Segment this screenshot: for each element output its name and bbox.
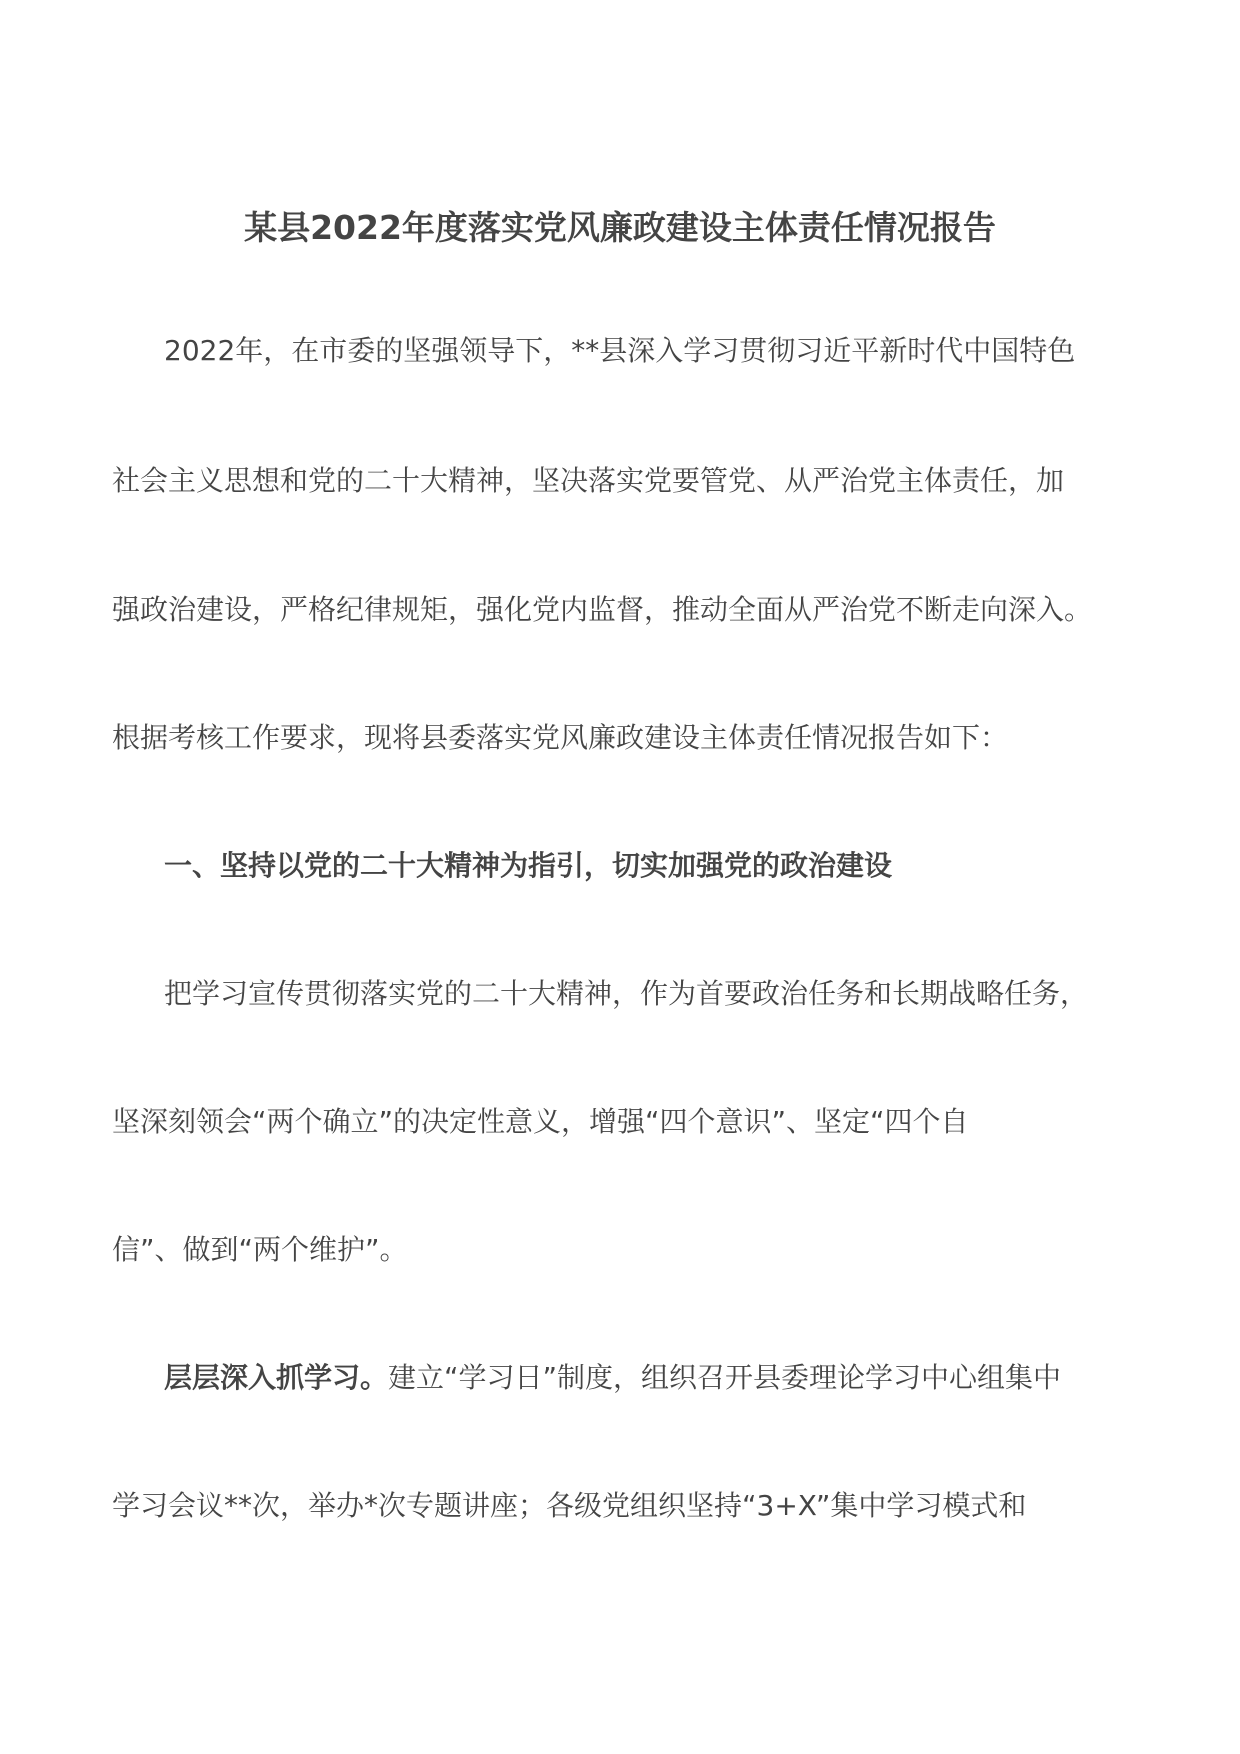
paragraph-line — [164, 1360, 1061, 1396]
paragraph-line: 学习会议**次，举办*次专题讲座；各级党组织坚持“3+X”集中学习模式和 — [112, 1489, 1027, 1522]
paragraph-line: 社会主义思想和党的二十大精神，坚决落实党要管党、从严治党主体责任，加 — [112, 464, 1065, 497]
paragraph-line: 信”、做到“两个维护”。 — [112, 1233, 408, 1266]
paragraph-line: 坚深刻领会“两个确立”的决定性意义，增强“四个意识”、坚定“四个自 — [112, 1105, 969, 1138]
paragraph-line: 2022年，在市委的坚强领导下，**县深入学习贯彻习近平新时代中国特色 — [164, 334, 1076, 367]
lead-in-text: 建立“学习日”制度，组织召开县委理论学习中心组集中 — [388, 1361, 1062, 1394]
lead-in-bold: 层层深入抓学习。 — [164, 1361, 389, 1394]
paragraph-line: 强政治建设，严格纪律规矩，强化党内监督，推动全面从严治党不断走向深入。 — [112, 593, 1093, 626]
document-title: 某县2022年度落实党风廉政建设主体责任情况报告 — [244, 208, 996, 247]
paragraph-line: 把学习宣传贯彻落实党的二十大精神，作为首要政治任务和长期战略任务， — [164, 977, 1089, 1010]
section-heading: 一、坚持以党的二十大精神为指引，切实加强党的政治建设 — [164, 849, 893, 882]
paragraph-line: 根据考核工作要求，现将县委落实党风廉政建设主体责任情况报告如下： — [112, 721, 1009, 754]
